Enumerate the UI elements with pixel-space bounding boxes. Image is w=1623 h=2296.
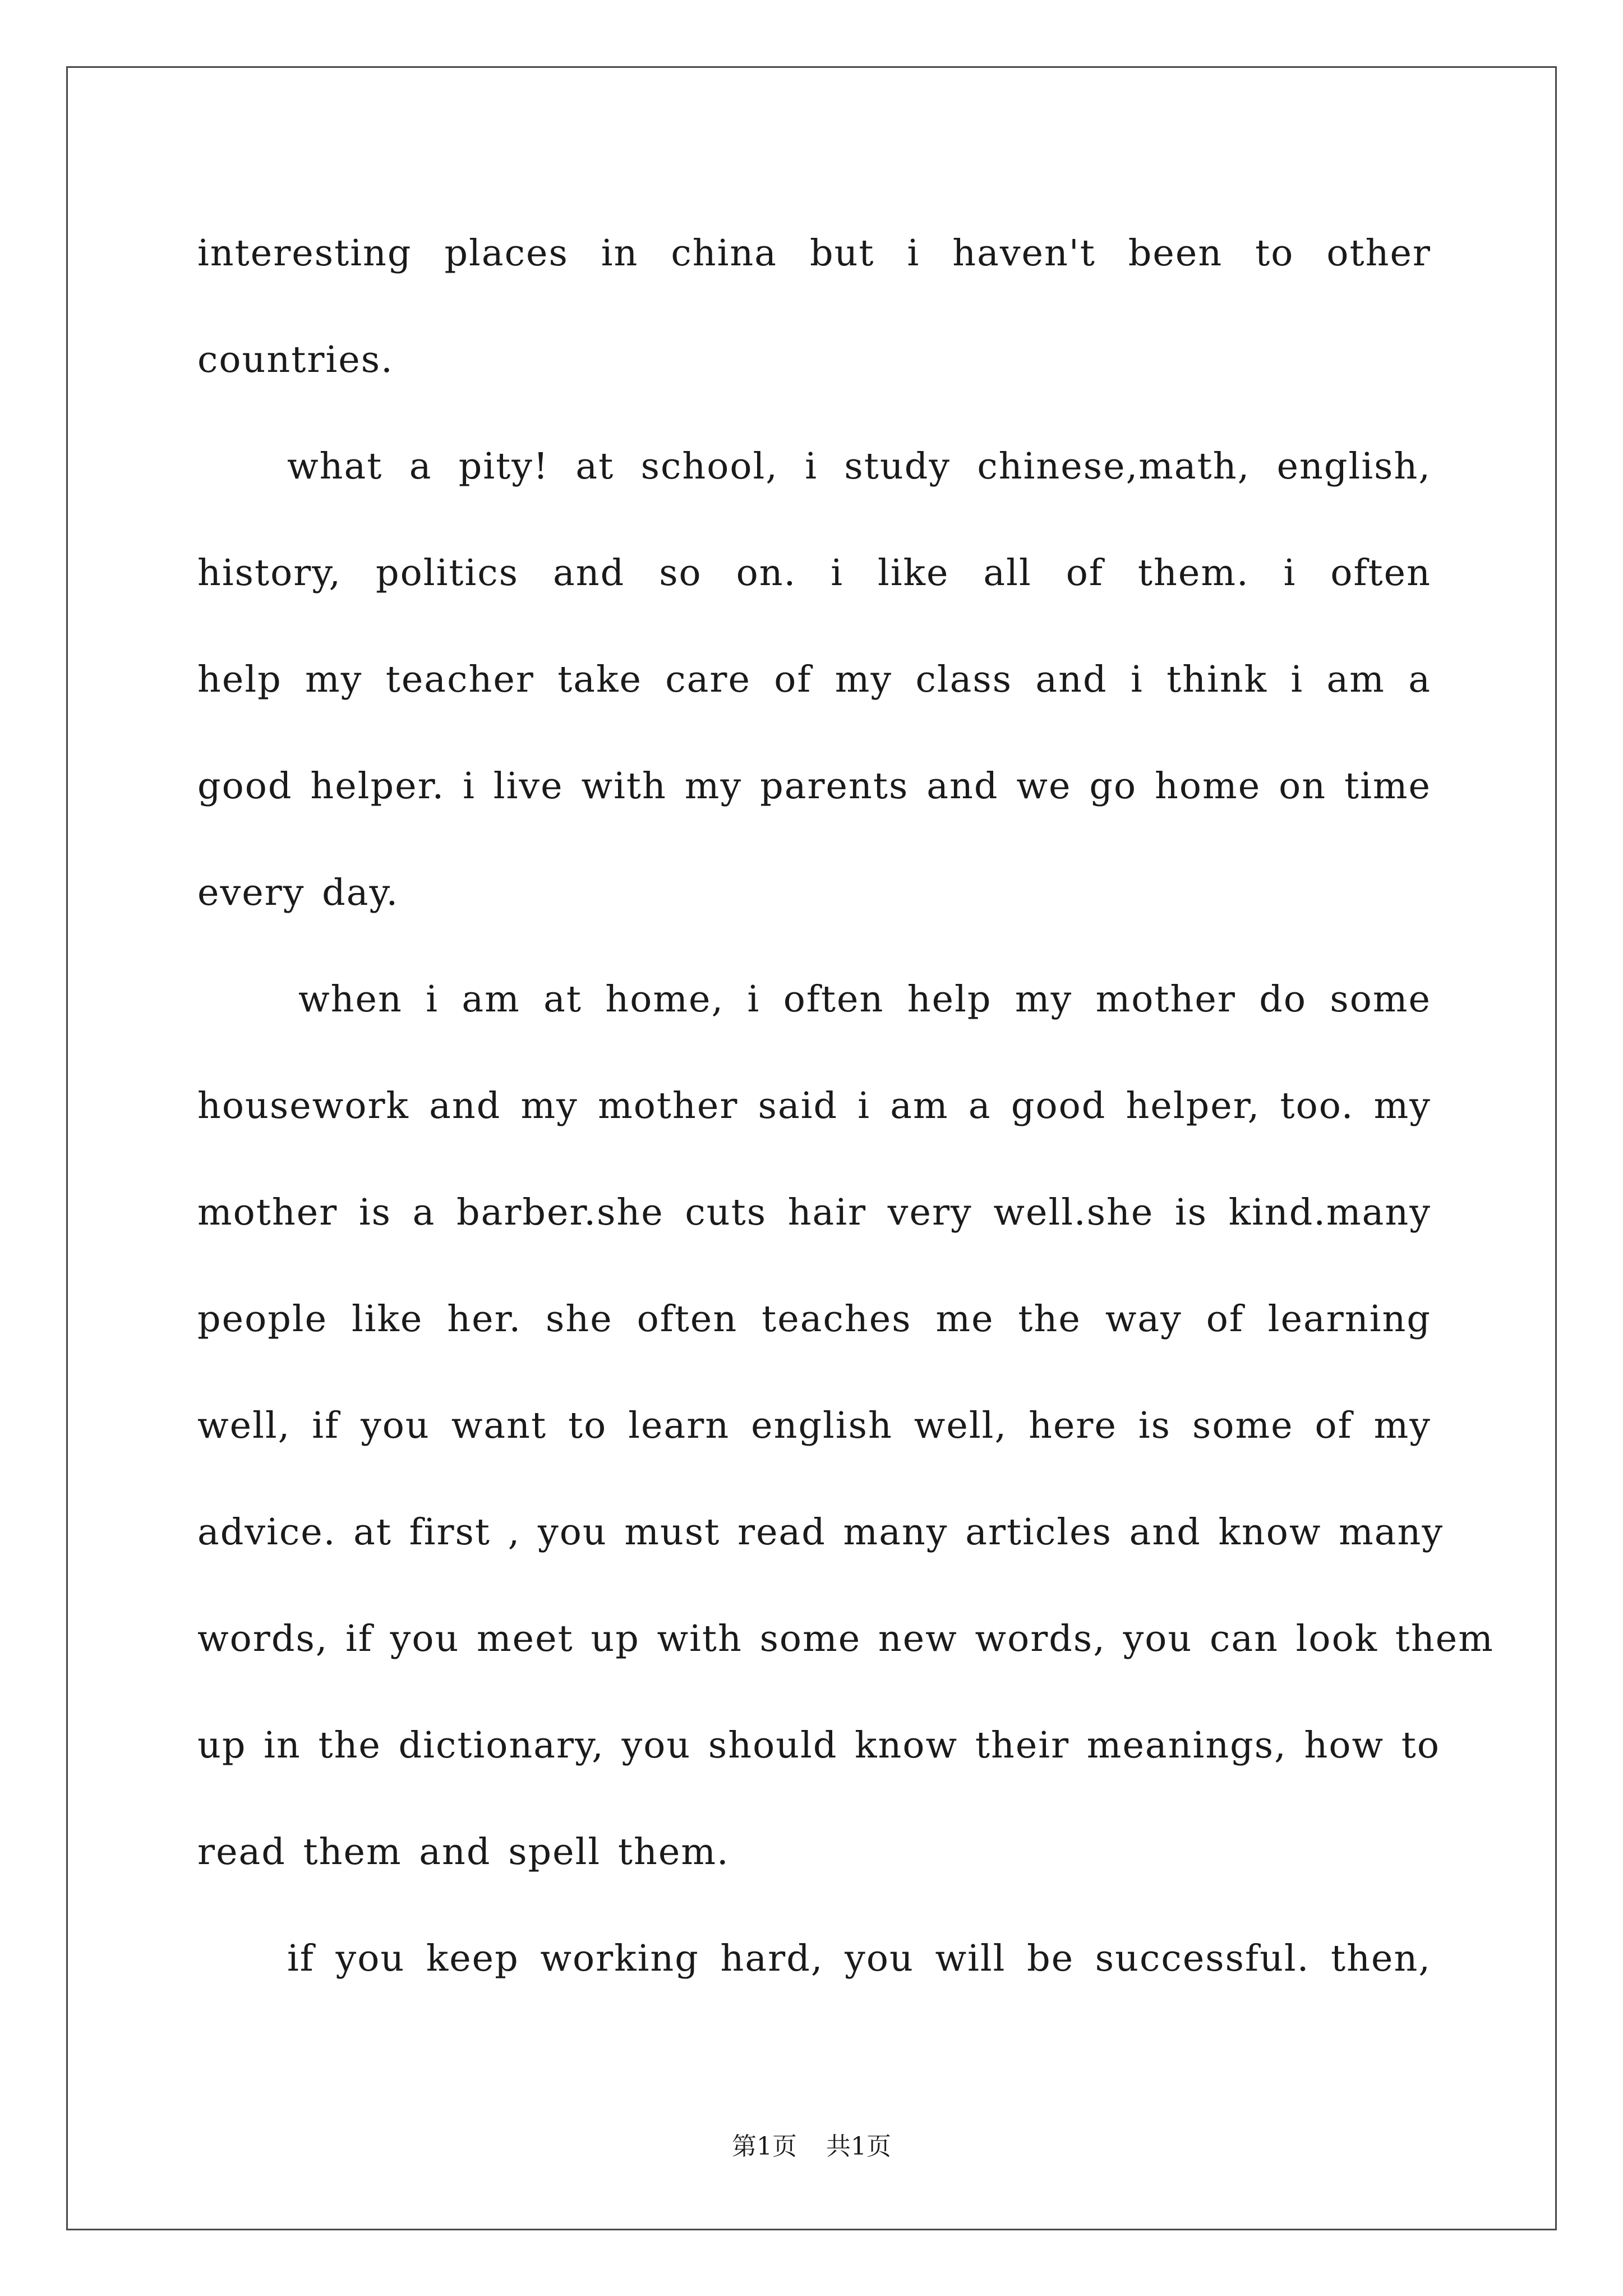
page-footer bbox=[0, 2126, 1623, 2162]
text-line: read them and spell them. bbox=[197, 1831, 730, 1873]
text-line: advice. at first , you must read many articles and know many bbox=[197, 1511, 1444, 1553]
text-line: history, politics and so on. i like all of them. i often bbox=[197, 552, 1431, 594]
text-line: every day. bbox=[197, 872, 399, 914]
text-line: people like her. she often teaches me the way of learning bbox=[197, 1298, 1431, 1340]
text-line: what a pity! at school, i study chinese,math, english, bbox=[287, 445, 1431, 487]
text-line: up in the dictionary, you should know their meanings, how to bbox=[197, 1724, 1441, 1766]
text-line: when i am at home, i often help my mother do some bbox=[298, 978, 1431, 1020]
text-line: mother is a barber.she cuts hair very well.she is kind.many bbox=[197, 1191, 1431, 1234]
page-number: 第1页 bbox=[732, 2132, 797, 2161]
text-line: housework and my mother said i am a good helper, too. my bbox=[197, 1085, 1431, 1127]
page-total: 共1页 bbox=[826, 2132, 891, 2161]
text-line: help my teacher take care of my class and i think i am a bbox=[197, 659, 1431, 701]
text-line: countries. bbox=[197, 339, 394, 381]
text-line: if you keep working hard, you will be successful. then, bbox=[287, 1938, 1431, 1980]
document-body bbox=[197, 220, 1494, 2032]
text-line: interesting places in china but i haven't been to other bbox=[197, 232, 1431, 274]
text-line: good helper. i live with my parents and we go home on time bbox=[197, 765, 1431, 807]
text-line: words, if you meet up with some new words, you can look them bbox=[197, 1618, 1494, 1660]
text-line: well, if you want to learn english well, here is some of my bbox=[197, 1405, 1431, 1447]
